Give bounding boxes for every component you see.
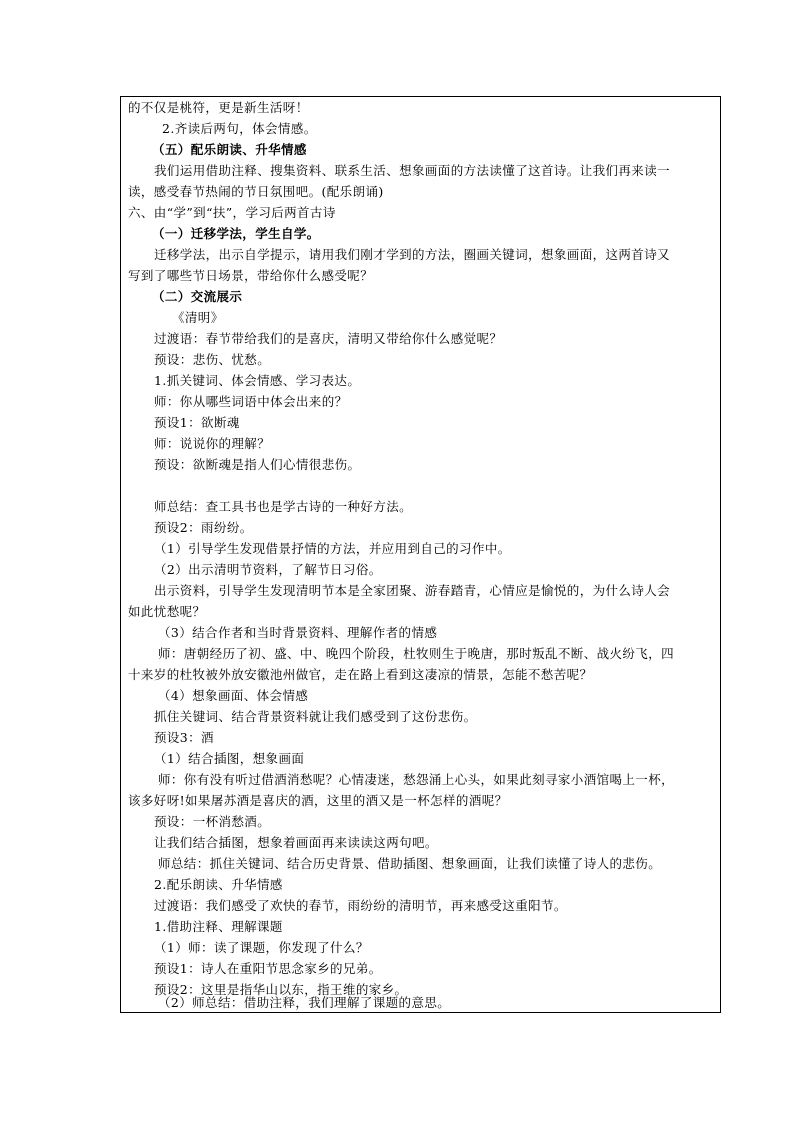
text-line: （1）引导学生发现借景抒情的方法，并应用到自己的习作中。 [154, 541, 511, 556]
text-line: 1.抓关键词、体会情感、学习表达。 [154, 373, 361, 388]
text-line: 2.配乐朗读、升华情感 [154, 877, 283, 892]
section-heading: （二）交流展示 [152, 289, 243, 304]
section-heading: （五）配乐朗读、升华情感 [152, 142, 307, 157]
text-line: （2）师总结：借助注释，我们理解了课题的意思。 [158, 995, 451, 1010]
text-line: 预设1：欲断魂 [154, 415, 240, 430]
text-line: 过渡语：春节带给我们的是喜庆，清明又带给你什么感觉呢？ [154, 331, 503, 346]
text-line: 让我们结合插图，想象着画面再来读读这两句吧。 [154, 835, 438, 850]
text-line: （1）结合插图，想象画面 [154, 751, 305, 766]
text-line: （4）想象画面、体会情感 [158, 688, 309, 703]
poem-title: 《清明》 [172, 310, 224, 325]
text-line: 预设2：雨纷纷。 [154, 520, 253, 535]
text-line: 师：说说你的理解？ [154, 436, 271, 451]
text-line: 写到了哪些节日场景，带给你什么感受呢？ [128, 268, 374, 283]
text-line: 预设：一杯消愁酒。 [154, 814, 271, 829]
text-line: 如此忧愁呢？ [128, 604, 206, 619]
text-line: 出示资料，引导学生发现清明节本是全家团聚、游春踏青，心情应是愉悦的，为什么诗人会 [154, 583, 671, 598]
section-heading: （一）迁移学法，学生自学。 [152, 226, 320, 241]
text-line: 1.借助注释、理解课题 [154, 919, 283, 934]
text-line: 十来岁的杜牧被外放安徽池州做官，走在路上看到这凄凉的情景，怎能不愁苦呢？ [128, 667, 593, 682]
text-line: 师：唐朝经历了初、盛、中、晚四个阶段，杜牧则生于晚唐，那时叛乱不断、战火纷飞，四 [158, 646, 675, 661]
text-line: 预设：欲断魂是指人们心情很悲伤。 [154, 457, 361, 472]
text-line: 迁移学法，出示自学提示，请用我们刚才学到的方法，圈画关键词，想象画面，这两首诗又 [154, 247, 671, 262]
text-line: 该多好呀!如果屠苏酒是喜庆的酒，这里的酒又是一杯怎样的酒呢？ [128, 793, 508, 808]
text-line: 过渡语：我们感受了欢快的春节，雨纷纷的清明节，再来感受这重阳节。 [154, 898, 567, 913]
text-line: 师总结：查工具书也是学古诗的一种好方法。 [154, 499, 413, 514]
text-line: 的不仅是桃符，更是新生活呀！ [128, 100, 309, 115]
text-line: （3）结合作者和当时背景资料、理解作者的情感 [158, 625, 438, 640]
text-line: （1）师：读了课题，你发现了什么？ [154, 940, 369, 955]
text-line: 2.齐读后两句，体会情感。 [162, 121, 317, 136]
text-line: 预设2：这里是指华山以东，指王维的家乡。 [154, 982, 408, 997]
text-line: 读，感受春节热闹的节日氛围吧。(配乐朗诵) [128, 184, 384, 199]
text-line: 师：你有没有听过借酒消愁呢？心情凄迷，愁怨涌上心头，如果此刻寻家小酒馆喝上一杯， [158, 772, 675, 787]
section-heading: 六、由“学”到“扶”，学习后两首古诗 [128, 205, 336, 220]
text-line: （2）出示清明节资料，了解节日习俗。 [154, 562, 382, 577]
text-line: 预设3：酒 [154, 730, 214, 745]
text-line: 抓住关键词、结合背景资料就让我们感受到了这份悲伤。 [154, 709, 477, 724]
text-line: 预设：悲伤、忧愁。 [154, 352, 271, 367]
text-line: 师：你从哪些词语中体会出来的？ [154, 394, 348, 409]
text-line: 师总结：抓住关键词、结合历史背景、借助插图、想象画面，让我们读懂了诗人的悲伤。 [158, 856, 662, 871]
text-line: 预设1：诗人在重阳节思念家乡的兄弟。 [154, 961, 382, 976]
text-line: 我们运用借助注释、搜集资料、联系生活、想象画面的方法读懂了这首诗。让我们再来读一 [154, 163, 671, 178]
